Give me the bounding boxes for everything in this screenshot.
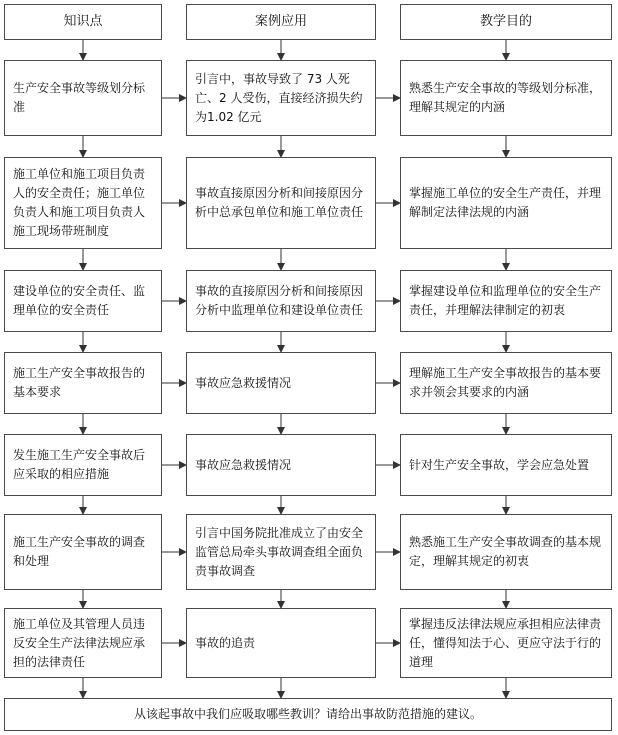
case-text-1: 引言中，事故导致了 73 人死亡、2 人受伤，直接经济损失约为1.02 亿元 <box>195 71 363 124</box>
goal-text-7: 掌握违反法律法规应承担相应法律责任，懂得知法于心、更应守法于行的道理 <box>409 616 602 669</box>
knowledge-text-6: 施工生产安全事故的调查和处理 <box>13 535 146 568</box>
header-case: 案例应用 <box>186 4 376 40</box>
knowledge-text-1: 生产安全事故等级划分标准 <box>13 81 146 114</box>
case-text-5: 事故应急救援情况 <box>195 457 292 472</box>
case-text-3: 事故的直接原因分析和间接原因分析中监理单位和建设单位责任 <box>195 284 364 317</box>
knowledge-text-5: 发生施工生产安全事故后应采取的相应措施 <box>13 448 146 481</box>
knowledge-text-4: 施工生产安全事故报告的基本要求 <box>13 366 146 399</box>
case-text-2: 事故直接原因分析和间接原因分析中总承包单位和施工单位责任 <box>195 186 364 219</box>
knowledge-text-7: 施工单位及其管理人员违反安全生产法律法规应承担的法律责任 <box>13 616 146 669</box>
knowledge-text-2: 施工单位和施工项目负责人的安全责任；施工单位负责人和施工项目负责人施工现场带班制度 <box>13 167 146 238</box>
case-text-4: 事故应急救援情况 <box>195 375 292 390</box>
goal-text-2: 掌握施工单位的安全生产责任，并理解制定法律法规的内涵 <box>409 186 602 219</box>
case-text-6: 引言中国务院批准成立了由安全监管总局牵头事故调查组全面负责事故调查 <box>195 525 364 578</box>
goal-text-5: 针对生产安全事故，学会应急处置 <box>409 457 590 472</box>
conclusion-text: 从该起事故中我们应吸取哪些教训？请给出事故防范措施的建议。 <box>133 707 482 721</box>
goal-text-3: 掌握建设单位和监理单位的安全生产责任，并理解法律制定的初衷 <box>409 284 602 317</box>
header-goal: 教学目的 <box>400 4 612 40</box>
knowledge-text-3: 建设单位的安全责任、监理单位的安全责任 <box>13 284 146 317</box>
goal-text-6: 熟悉施工生产安全事故调查的基本规定，理解其规定的初衷 <box>409 535 602 568</box>
goal-text-1: 熟悉生产安全事故的等级划分标准，理解其规定的内涵 <box>409 81 602 114</box>
case-text-7: 事故的追责 <box>195 635 256 650</box>
header-knowledge: 知识点 <box>4 4 162 40</box>
goal-text-4: 理解施工生产安全事故报告的基本要求并领会其要求的内涵 <box>409 366 602 399</box>
